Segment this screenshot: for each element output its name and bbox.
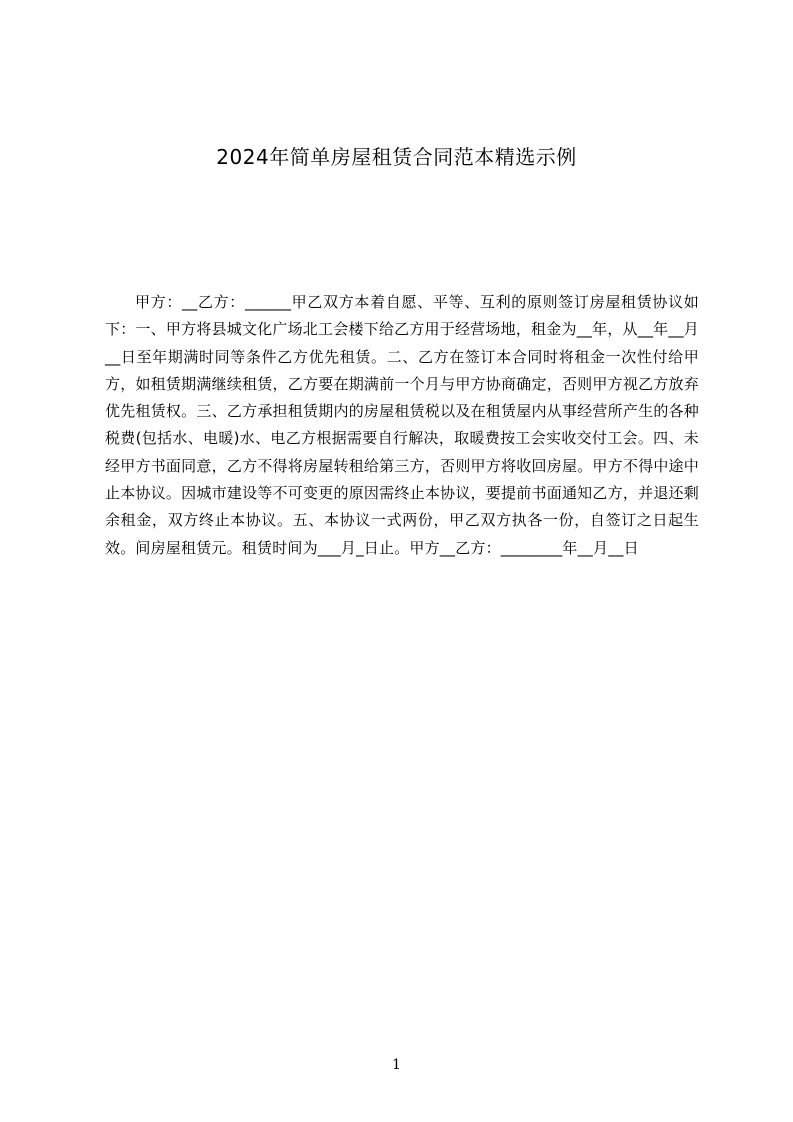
contract-body-paragraph: 甲方：__乙方：______甲乙双方本着自愿、平等、互利的原则签订房屋租赁协议如下：一、甲方将县城文化广场北工会楼下给乙方用于经营场地，租金为__年，从__年__月__日至年期满时同等条件乙方优先租赁。二、乙方在签订本合同时将租金一次性付给甲方，如租赁期满继续租赁，乙方要在期满前一个月与甲方协商确定，否则甲方视乙方放弃优先租赁权。三、乙方承担租赁期内的房屋租赁税以及在租赁屋内从事经营所产生的各种税费(包括水、电暖)水、电乙方根据需要自行解决，取暖费按工会实收交付工会。四、未经甲方书面同意，乙方不得将房屋转租给第三方，否则甲方将收回房屋。甲方不得中途中止本协议。因城市建设等不可变更的原因需终止本协议，要提前书面通知乙方，并退还剩余租金，双方终止本协议。五、本协议一式两份，甲乙双方执各一份，自签订之日起生效。间房屋租赁元。租赁时间为___月_日止。甲方__乙方：________年__月__日 <box>105 293 699 557</box>
page-number: 1 <box>392 1057 401 1073</box>
document-title: 2024年简单房屋租赁合同范本精选示例 <box>216 145 577 169</box>
